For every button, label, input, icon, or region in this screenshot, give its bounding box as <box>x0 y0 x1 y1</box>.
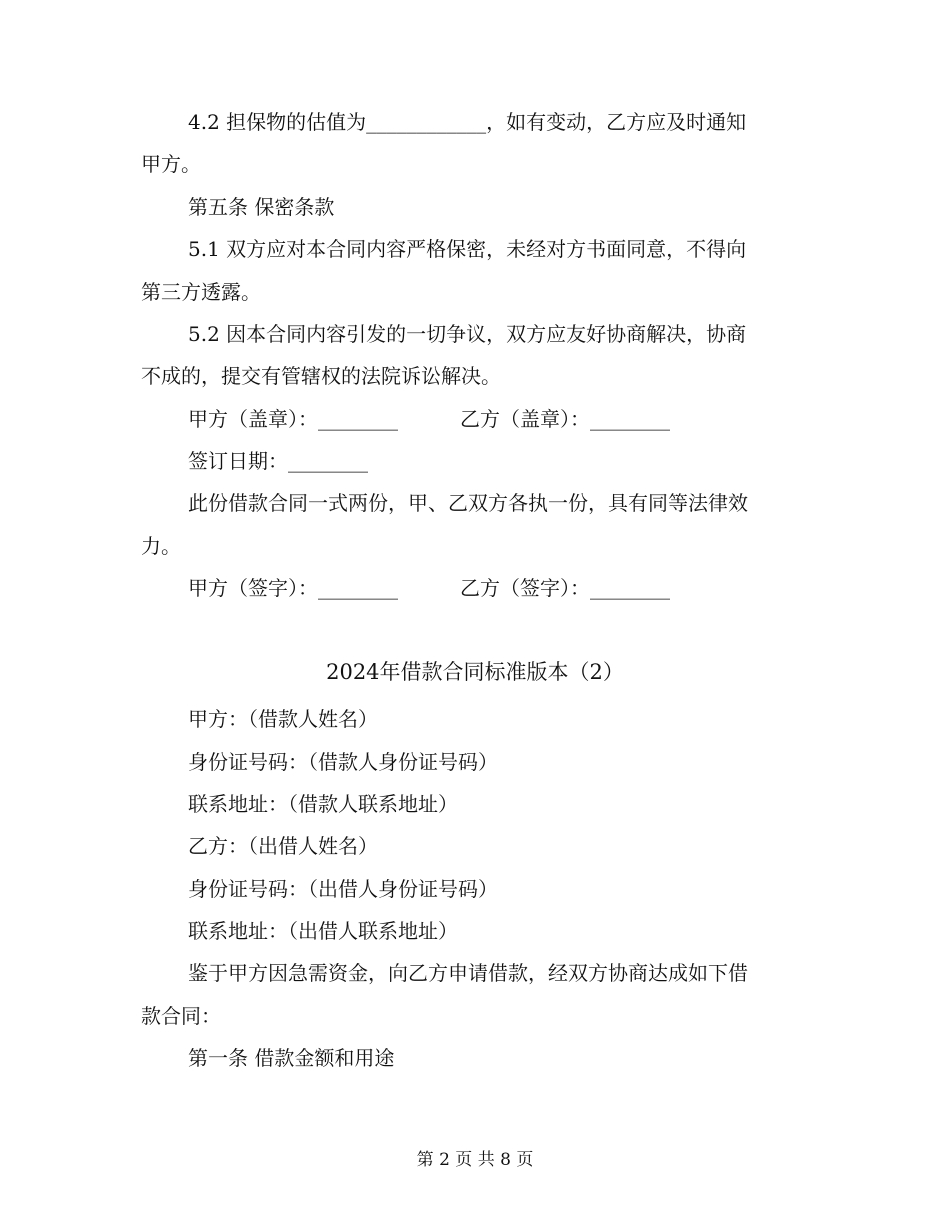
sign-party-b: 乙方（签字）：________ <box>460 576 670 600</box>
clause-5-2-line2: 不成的，提交有管辖权的法院诉讼解决。 <box>141 364 501 388</box>
seal-party-a: 甲方（盖章）：________ <box>188 407 398 431</box>
party-a-address: 联系地址：（借款人联系地址） <box>188 792 458 816</box>
party-a-id: 身份证号码：（借款人身份证号码） <box>188 750 498 774</box>
clause-5-1-line2: 第三方透露。 <box>141 280 261 304</box>
party-b-id: 身份证号码：（出借人身份证号码） <box>188 877 498 901</box>
copies-line1: 此份借款合同一式两份，甲、乙双方各执一份，具有同等法律效 <box>188 491 748 515</box>
party-b-address: 联系地址：（出借人联系地址） <box>188 919 458 943</box>
party-b-name: 乙方：（出借人姓名） <box>188 834 378 858</box>
clause-5-2-line1: 5.2 因本合同内容引发的一切争议，双方应友好协商解决，协商 <box>188 322 747 346</box>
sign-party-a: 甲方（签字）：________ <box>188 576 398 600</box>
article-5-heading: 第五条 保密条款 <box>188 195 335 219</box>
preamble-line2: 款合同： <box>141 1004 221 1028</box>
clause-5-1-line1: 5.1 双方应对本合同内容严格保密，未经对方书面同意，不得向 <box>188 237 747 261</box>
party-a-name: 甲方：（借款人姓名） <box>188 707 378 731</box>
seal-party-b: 乙方（盖章）：________ <box>460 407 670 431</box>
clause-4-2-line2: 甲方。 <box>141 152 201 176</box>
preamble-line1: 鉴于甲方因急需资金，向乙方申请借款，经双方协商达成如下借 <box>188 961 748 985</box>
article-1-heading: 第一条 借款金额和用途 <box>188 1046 395 1070</box>
clause-4-2-line1: 4.2 担保物的估值为____________，如有变动，乙方应及时通知 <box>188 110 747 134</box>
copies-line2: 力。 <box>141 534 181 558</box>
signing-date: 签订日期：________ <box>188 449 368 473</box>
document-title: 2024年借款合同标准版本（2） <box>326 660 624 684</box>
page-number: 第 2 页 共 8 页 <box>416 1150 534 1170</box>
